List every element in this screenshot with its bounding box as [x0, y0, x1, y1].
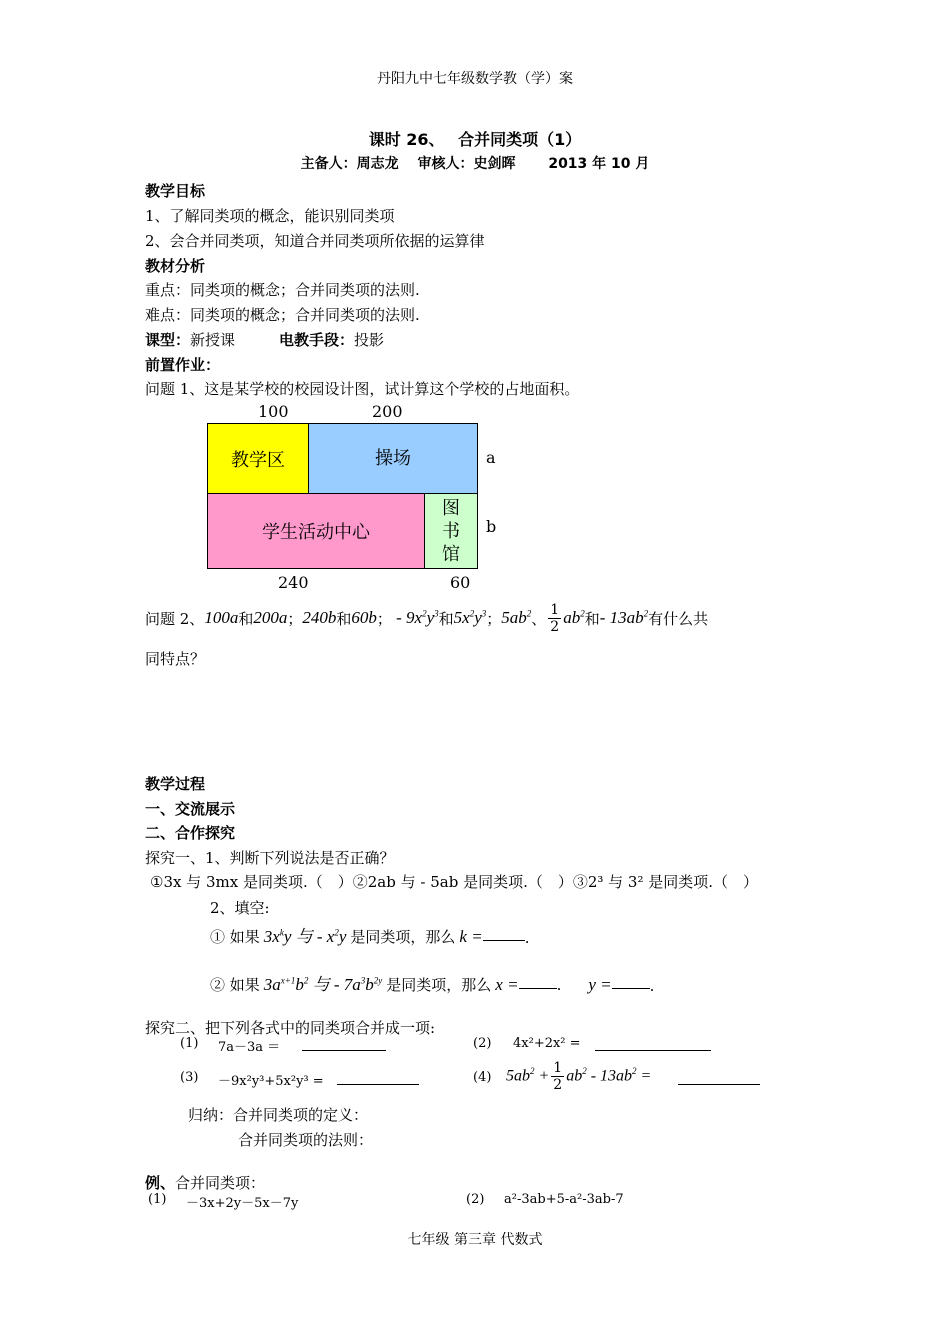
prework-heading: 前置作业： [145, 356, 221, 374]
problem-2-num: (2) [473, 1036, 492, 1051]
library-char: 图 [442, 497, 460, 519]
q2-sep: 和 [238, 609, 254, 628]
example-2-num: (2) [466, 1192, 485, 1207]
fill2-blank-x[interactable] [519, 988, 557, 989]
example-2: a²-3ab+5-a²-3ab-7 [504, 1192, 624, 1207]
fill-item-1: ① 如果 $3x^ky$ 与 - $x^2y$ 是同类项，那么 k = . [210, 922, 529, 947]
problem-1-num: (1) [180, 1036, 199, 1051]
region-activity-center: 学生活动中心 [207, 493, 425, 569]
library-char: 书 [442, 520, 460, 542]
q2-prefix: 问题 2、 [145, 609, 205, 628]
example-label: 例、 [145, 1174, 176, 1192]
question-1: 问题 1、这是某学校的校园设计图，试计算这个学校的占地面积。 [145, 380, 580, 398]
diagram-label-side-b: b [486, 517, 497, 536]
diagram-label-top-2: 200 [372, 402, 403, 421]
summary-definition: 归纳：合并同类项的定义： [188, 1106, 369, 1124]
q2-tail: 有什么共 [648, 609, 709, 628]
lesson-byline: 主备人：周志龙 审核人：史剑晖 2013 年 10 月 [300, 156, 650, 172]
course-info [145, 329, 384, 350]
diagram-label-bottom-1: 240 [278, 573, 309, 592]
fill1-k: k = [459, 927, 483, 946]
media-label: 电教手段： [279, 331, 355, 349]
fill-item-2: ② 如果 $3a^{x+1}b^2$ 与 - $7a^3b^{2y}$ 是同类项，那么 x = . y = . [210, 970, 654, 995]
problem-3: －9x²y³+5x²y³ = [218, 1074, 324, 1089]
media-value: 投影 [354, 331, 385, 349]
q2-term: 200a [253, 608, 288, 627]
problem-3-blank[interactable] [337, 1084, 419, 1085]
fill1-b: 是同类项，那么 [350, 928, 456, 946]
process-heading: 教学过程 [145, 775, 206, 793]
q2-term: 100a [204, 608, 239, 627]
q2-term: 60b [351, 608, 377, 627]
goal-item: 1、了解同类项的概念，能识别同类项 [145, 207, 395, 225]
example-1: －3x+2y－5x－7y [186, 1196, 299, 1211]
region-teaching: 教学区 [207, 423, 309, 494]
goals-heading: 教学目标 [145, 182, 206, 200]
fill2-a: ② 如果 [210, 976, 260, 994]
q2-sep: 和 [336, 609, 352, 628]
lesson-title: 课时 26、 合并同类项（1） [368, 130, 582, 149]
q2-sep: ； [376, 609, 392, 628]
q2-term: 240b [302, 608, 337, 627]
q2-sep: ； [287, 609, 303, 628]
problem-4-num: (4) [473, 1070, 492, 1085]
course-type-label: 课型： [145, 331, 191, 349]
explore-2: 探究二、把下列各式中的同类项合并成一项: [145, 1019, 436, 1037]
key-point: 重点：同类项的概念；合并同类项的法则. [145, 281, 420, 299]
q2-math: - $9x^2y^3$ [391, 608, 439, 627]
fraction-half: $\frac{1}{2}$ [550, 601, 560, 635]
judge-line: ①3x 与 3mx 是同类项.（ ）②2ab 与 - 5ab 是同类项.（ ）③2³ 与 3² 是同类项.（ ） [150, 873, 759, 891]
problem-4-blank[interactable] [678, 1084, 760, 1085]
page-header: 丹阳九中七年级数学教（学）案 [377, 71, 573, 87]
fill2-blank-y[interactable] [612, 988, 650, 989]
library-char: 馆 [442, 543, 460, 565]
problem-1: 7a－3a ＝ [218, 1040, 281, 1055]
fill2-b: 是同类项，那么 [386, 976, 492, 994]
example-text: 合并同类项： [175, 1174, 266, 1192]
example-1-num: (1) [148, 1192, 167, 1207]
fill1-a: ① 如果 [210, 928, 260, 946]
goal-item: 2、会合并同类项，知道合并同类项所依据的运算律 [145, 232, 485, 250]
fill1-blank[interactable] [483, 940, 525, 941]
fill-heading: 2、填空: [210, 899, 270, 917]
fill2-y: y = [588, 975, 612, 994]
problem-2-blank[interactable] [595, 1050, 711, 1051]
problem-3-num: (3) [180, 1070, 199, 1085]
fraction-half: $\frac{1}{2}$ [553, 1059, 563, 1093]
question-2: 问题 2、 100a 和 200a ； 240b 和 60b ； - $9x^2y^3$ 和 $5x^2y^3$ ； $5ab^2$ 、 $\frac{1}{2}$ $ab^2$ 和 - $13ab^2$ 有什么共 [145, 601, 709, 635]
page-footer: 七年级 第三章 代数式 [407, 1232, 543, 1248]
problem-4: $5ab^2$ + $\frac{1}{2}$ $ab^2 - 13ab^2$ = [506, 1059, 652, 1093]
region-playground: 操场 [308, 423, 478, 494]
diagram-label-side-a: a [486, 448, 496, 467]
fill1-math: $3x^ky$ 与 - $x^2y$ [263, 927, 347, 946]
q2-line2: 同特点？ [145, 650, 206, 668]
section-1: 一、交流展示 [145, 800, 236, 818]
region-library [424, 493, 478, 569]
fill2-x: x = [495, 975, 519, 994]
diagram-label-top-1: 100 [258, 402, 289, 421]
analysis-heading: 教材分析 [145, 257, 206, 275]
summary-rule: 合并同类项的法则： [238, 1131, 374, 1149]
course-type-value: 新授课 [190, 331, 236, 349]
section-2: 二、合作探究 [145, 824, 236, 842]
problem-2: 4x²+2x² = [513, 1036, 581, 1051]
difficult-point: 难点：同类项的概念；合并同类项的法则. [145, 306, 420, 324]
diagram-label-bottom-2: 60 [450, 573, 471, 592]
problem-1-blank[interactable] [302, 1050, 386, 1051]
example-heading [145, 1172, 265, 1193]
explore-1: 探究一、1、判断下列说法是否正确？ [145, 849, 395, 867]
fill2-math: $3a^{x+1}b^2$ 与 - $7a^3b^{2y}$ [263, 975, 383, 994]
